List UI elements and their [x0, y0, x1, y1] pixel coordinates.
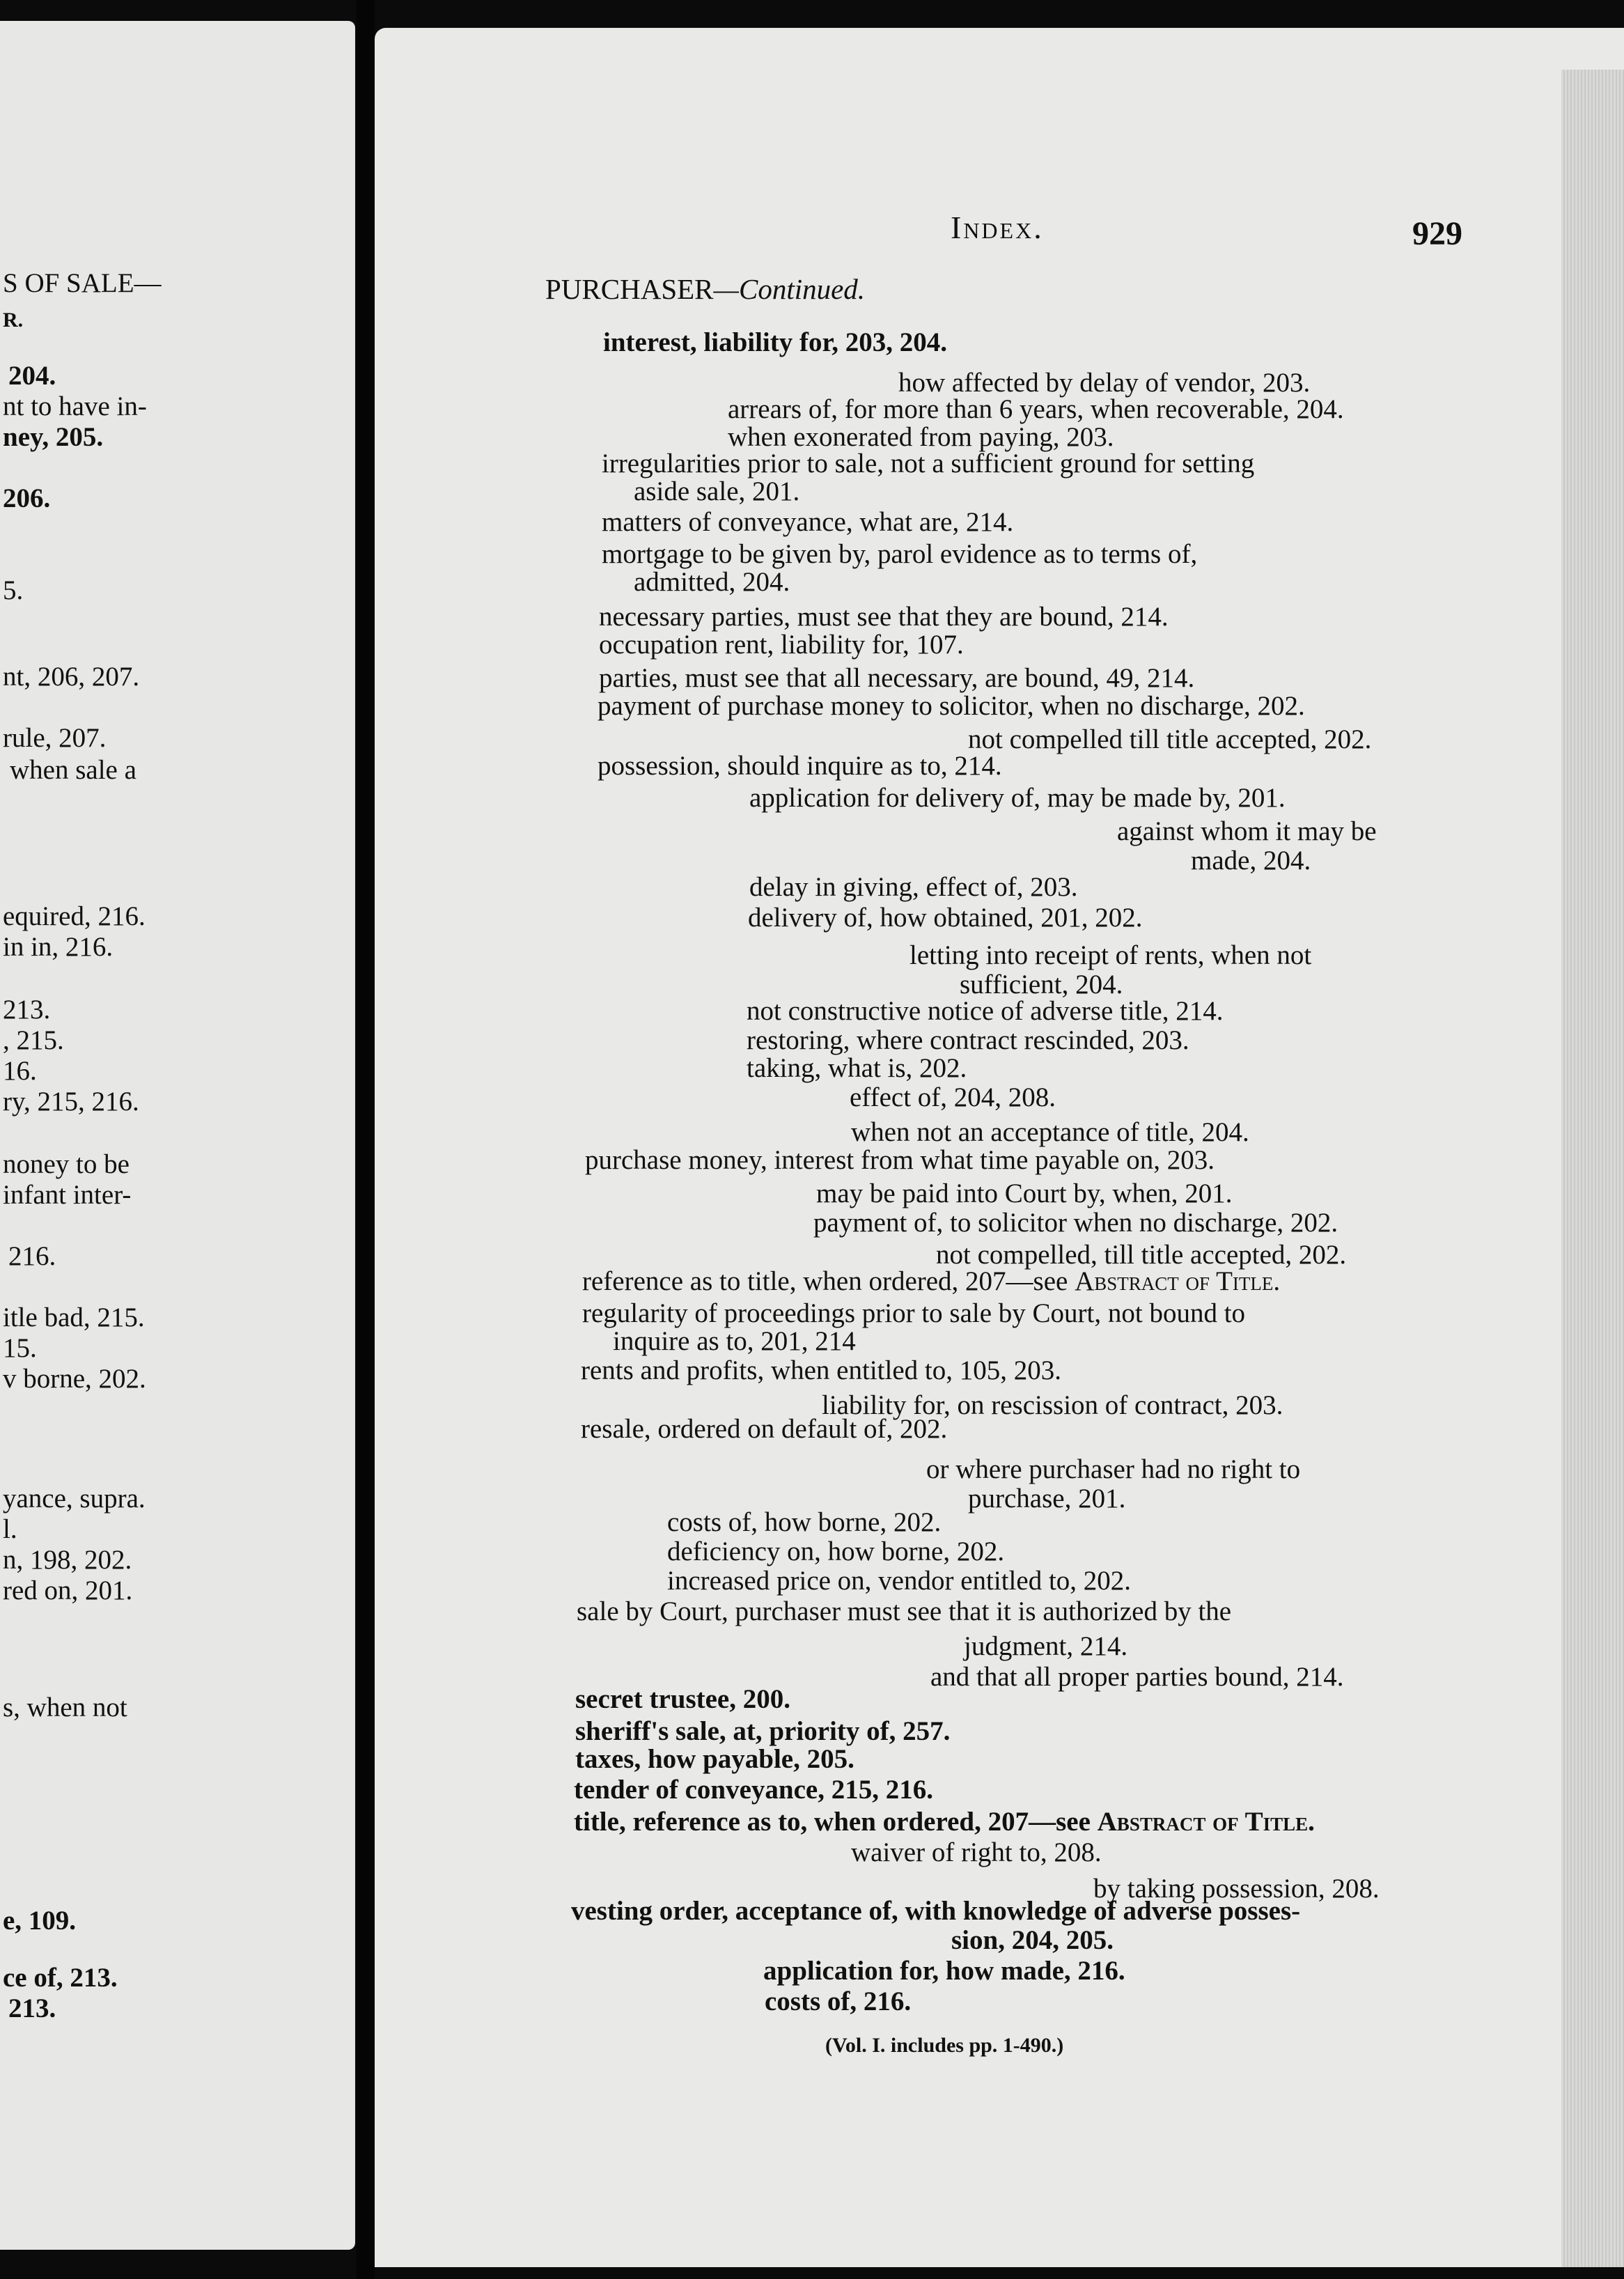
index-entry: [574, 1807, 1315, 1837]
index-entry: tender of conveyance, 215, 216.: [574, 1775, 933, 1805]
left-fragment: 206.: [3, 483, 51, 513]
index-subentry: may be paid into Court by, when, 201.: [816, 1179, 1233, 1208]
index-subentry: against whom it may be: [1117, 816, 1377, 846]
index-entry: payment of purchase money to solicitor, when no discharge, 202.: [598, 691, 1305, 721]
index-entry: [582, 1266, 1280, 1297]
left-fragment: ce of, 213.: [3, 1963, 118, 1993]
index-entry: possession, should inquire as to, 214.: [598, 751, 1002, 781]
index-entry: taxes, how payable, 205.: [575, 1744, 854, 1774]
index-entry: parties, must see that all necessary, are bound, 49, 214.: [599, 663, 1195, 693]
left-fragment: s, when not: [3, 1693, 127, 1722]
cross-reference: Abstract of Title.: [1075, 1266, 1281, 1296]
index-subentry: increased price on, vendor entitled to, 202.: [667, 1566, 1132, 1596]
index-entry: sheriff's sale, at, priority of, 257.: [575, 1716, 951, 1746]
page-number: 929: [1412, 215, 1462, 252]
left-fragment: 213.: [8, 1993, 56, 2023]
index-subentry: not constructive notice of adverse title, 214.: [747, 996, 1224, 1026]
index-subentry: costs of, how borne, 202.: [667, 1507, 942, 1537]
left-fragment: 5.: [3, 575, 24, 605]
cross-reference: Abstract of Title.: [1097, 1807, 1315, 1837]
index-subentry: or where purchaser had no right to: [926, 1454, 1301, 1484]
index-entry: secret trustee, 200.: [575, 1684, 790, 1714]
left-fragment: in in, 216.: [3, 932, 114, 962]
index-subentry: taking, what is, 202.: [747, 1053, 967, 1083]
index-entry: vesting order, acceptance of, with knowledge of adverse posses-: [571, 1896, 1301, 1926]
left-fragment: itle bad, 215.: [3, 1302, 145, 1332]
index-heading: [545, 274, 865, 304]
left-fragment: 204.: [8, 361, 56, 391]
index-subentry: delay in giving, effect of, 203.: [749, 872, 1078, 902]
left-fragment: noney to be: [3, 1149, 130, 1179]
index-subentry: arrears of, for more than 6 years, when recoverable, 204.: [728, 394, 1344, 424]
index-subentry: how affected by delay of vendor, 203.: [898, 368, 1311, 398]
index-entry-continuation: purchase, 201.: [968, 1484, 1126, 1514]
index-entry: rents and profits, when entitled to, 105, 203.: [581, 1355, 1061, 1385]
left-fragment: 216.: [8, 1241, 56, 1271]
index-subentry: costs of, 216.: [765, 1986, 912, 2016]
index-entry: sale by Court, purchaser must see that it is authorized by the: [577, 1596, 1232, 1626]
left-fragment: n, 198, 202.: [3, 1545, 132, 1575]
index-entry-continuation: sion, 204, 205.: [951, 1925, 1114, 1955]
index-entry: matters of conveyance, what are, 214.: [602, 507, 1014, 537]
index-subentry: effect of, 204, 208.: [850, 1082, 1056, 1112]
index-entry-continuation: judgment, 214.: [964, 1631, 1128, 1661]
volume-note: (Vol. I. includes pp. 1-490.): [825, 2034, 1064, 2057]
left-fragment: ry, 215, 216.: [3, 1087, 139, 1117]
left-fragment: S OF SALE—: [3, 268, 162, 298]
index-subentry: letting into receipt of rents, when not: [909, 940, 1312, 970]
page-edges: [1561, 70, 1624, 2267]
index-subentry: waiver of right to, 208.: [851, 1837, 1102, 1867]
index-entry: interest, liability for, 203, 204.: [603, 327, 947, 357]
left-fragment: yance, supra.: [3, 1484, 146, 1514]
heading-continued: —Continued.: [713, 273, 866, 305]
index-entry: necessary parties, must see that they are bound, 214.: [599, 602, 1169, 632]
index-subentry: payment of, to solicitor when no discharge, 202.: [813, 1208, 1338, 1238]
index-subentry: application for delivery of, may be made by, 201.: [749, 783, 1286, 813]
index-entry: purchase money, interest from what time payable on, 203.: [585, 1145, 1215, 1175]
left-fragment: , 215.: [3, 1025, 64, 1055]
left-fragment: equired, 216.: [3, 901, 146, 931]
index-subentry: deficiency on, how borne, 202.: [667, 1537, 1005, 1566]
left-page: [0, 21, 355, 2250]
index-entry-continuation: aside sale, 201.: [634, 476, 800, 506]
left-fragment: infant inter-: [3, 1180, 132, 1210]
index-entry-continuation: inquire as to, 201, 214: [613, 1326, 856, 1356]
index-subentry: application for, how made, 216.: [763, 1956, 1125, 1986]
left-fragment: 213.: [3, 995, 51, 1025]
index-entry: irregularities prior to sale, not a sufficient ground for setting: [602, 449, 1255, 479]
left-fragment: ney, 205.: [3, 422, 104, 452]
left-fragment: when sale a: [10, 755, 136, 785]
left-fragment: nt to have in-: [3, 391, 147, 421]
book-gutter: [357, 0, 375, 2279]
left-fragment: l.: [3, 1514, 17, 1544]
index-subentry: not compelled till title accepted, 202.: [968, 724, 1372, 754]
index-entry-continuation: sufficient, 204.: [960, 970, 1123, 1000]
index-entry: resale, ordered on default of, 202.: [581, 1414, 948, 1444]
heading-term: PURCHASER: [545, 273, 714, 305]
left-fragment: nt, 206, 207.: [3, 662, 140, 692]
left-fragment: v borne, 202.: [3, 1364, 146, 1394]
entry-text: title, reference as to, when ordered, 207—see: [574, 1807, 1098, 1837]
index-entry-continuation: admitted, 204.: [634, 567, 790, 597]
left-fragment: red on, 201.: [3, 1576, 133, 1605]
left-fragment: 15.: [3, 1333, 37, 1363]
index-subentry: liability for, on rescission of contract, 203.: [822, 1390, 1283, 1420]
index-subentry: and that all proper parties bound, 214.: [930, 1662, 1344, 1692]
left-fragment: e, 109.: [3, 1906, 77, 1936]
index-entry-continuation: made, 204.: [1191, 846, 1311, 876]
left-fragment: 16.: [3, 1056, 37, 1086]
left-fragment: rule, 207.: [3, 723, 107, 753]
running-header: Index.: [951, 210, 1044, 245]
index-subentry: by taking possession, 208.: [1093, 1874, 1380, 1904]
index-subentry: restoring, where contract rescinded, 203.: [747, 1025, 1189, 1055]
entry-text: reference as to title, when ordered, 207—see: [582, 1266, 1075, 1296]
index-entry: regularity of proceedings prior to sale by Court, not bound to: [582, 1298, 1246, 1328]
index-subentry: when not an acceptance of title, 204.: [851, 1117, 1249, 1147]
left-fragment: R.: [3, 309, 24, 332]
index-subentry: when exonerated from paying, 203.: [728, 422, 1114, 452]
index-entry: occupation rent, liability for, 107.: [599, 630, 964, 660]
index-subentry: delivery of, how obtained, 201, 202.: [748, 903, 1143, 933]
index-subentry: not compelled, till title accepted, 202.: [936, 1240, 1347, 1270]
index-entry: mortgage to be given by, parol evidence as to terms of,: [602, 539, 1198, 569]
